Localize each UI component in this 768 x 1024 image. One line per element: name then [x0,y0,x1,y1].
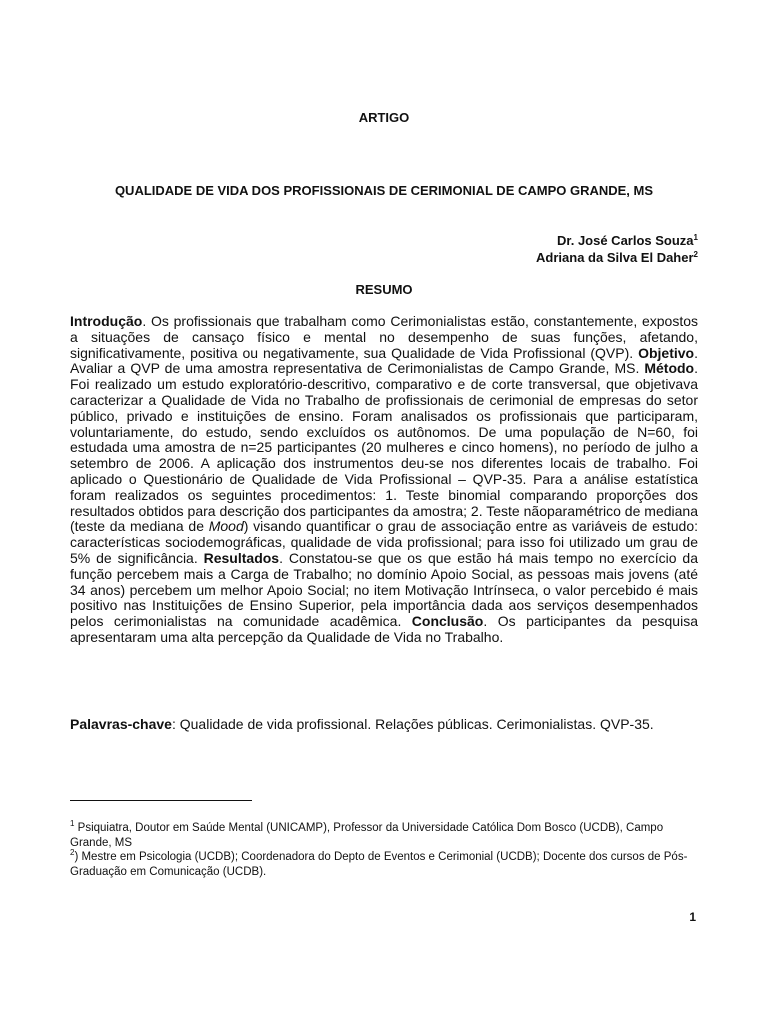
author-footnote-mark: 1 [693,233,698,242]
page-number: 1 [689,910,696,924]
intro-text: . Os profissionais que trabalham como Cerimonialistas estão, constantemente, expostos a situações de cansaço físico e mental no desempenho de suas funções, afetando, significativamente, positiva ou negativamente, sua Qualidade de Vida Profissional (QVP). [70,313,698,361]
method-text-continued: ) visando quantificar o grau de associação entre as variáveis de estudo: características sociodemográficas, qualidade de vida profissional; para isso foi utilizado um grau de 5% de significância. [70,518,699,566]
footnote-text: ) Mestre em Psicologia (UCDB); Coordenadora do Depto de Eventos e Cerimonial (UCDB); Docente dos cursos de Pós-Graduação em Comunicação (UCDB). [70,851,688,878]
section-label: ARTIGO [358,110,410,125]
abstract-heading: RESUMO [355,282,413,297]
conclusion-text: . Os participantes da pesquisa apresentaram uma alta percepção da Qualidade de Vida no Trabalho. [70,613,698,645]
author-list [536,232,698,266]
results-label: Resultados [203,549,280,566]
conclusion-label: Conclusão [411,613,484,630]
author-footnote-mark: 2 [693,250,698,259]
author-1 [536,232,698,249]
results-text: . Constatou-se que os que estão há mais tempo no exercício da função percebem mais a Carga de Trabalho; no domínio Apoio Social, as pessoas mais jovens (até 34 anos) percebem um melhor Apoio Social; no item Motivação Intrínseca, o valor percebido é mais positivo nas Instituições de Ensino Superior, pela importância dada aos serviços desempenhados pelos cerimonialistas na comunidade acadêmica. [70,549,698,630]
footnote-text: Psiquiatra, Doutor em Saúde Mental (UNICAMP), Professor da Universidade Católica Dom Bosco (UCDB), Campo Grande, MS [70,822,664,849]
objective-text: . Avaliar a QVP de uma amostra representativa de Cerimonialistas de Campo Grande, MS. [70,344,698,377]
author-name: Dr. José Carlos Souza [556,233,694,248]
author-name: Adriana da Silva El Daher [536,250,694,265]
keywords-text: : Qualidade de vida profissional. Relações públicas. Cerimonialistas. QVP-35. [171,716,654,732]
objective-label: Objetivo [638,344,695,361]
author-2 [536,249,698,266]
method-mood-term: Mood [208,518,244,535]
footnote-mark: 1 [70,819,75,828]
intro-label: Introdução [70,313,143,329]
footnote-mark: 2 [70,848,75,857]
abstract-paragraph [70,314,698,646]
keywords-label: Palavras-chave [70,716,172,732]
footnote-1 [70,821,698,850]
method-text: . Foi realizado um estudo exploratório-descritivo, comparativo e de corte transversal, que objetivava caracterizar a Qualidade de Vida no Trabalho de profissionais de cerimonial de empresas do setor público, privado e instituições de ensino. Foram analisados os profissionais que participaram, voluntariamente, do estudo, sendo excluídos os autônomos. De uma população de N=60, foi estudada uma amostra de n=25 participantes (20 mulheres e cinco homens), no período de julho a setembro de 2006. A aplicação dos instrumentos deu-se nos diferentes locais de trabalho. Foi aplicado o Questionário de Qualidade de Vida Profissional – QVP-35. Para a análise estatística foram realizados os seguintes procedimentos: 1. Teste binomial comparando proporções dos resultados obtidos para descrição dos participantes da amostra; 2. Teste nãoparamétrico de mediana (teste da mediana de [70,360,698,535]
footnote-2 [70,850,698,879]
article-title: QUALIDADE DE VIDA DOS PROFISSIONAIS DE CERIMONIAL DE CAMPO GRANDE, MS [114,183,654,198]
footnote-separator [70,800,252,801]
method-label: Método [644,360,695,377]
keywords-paragraph [70,713,698,735]
